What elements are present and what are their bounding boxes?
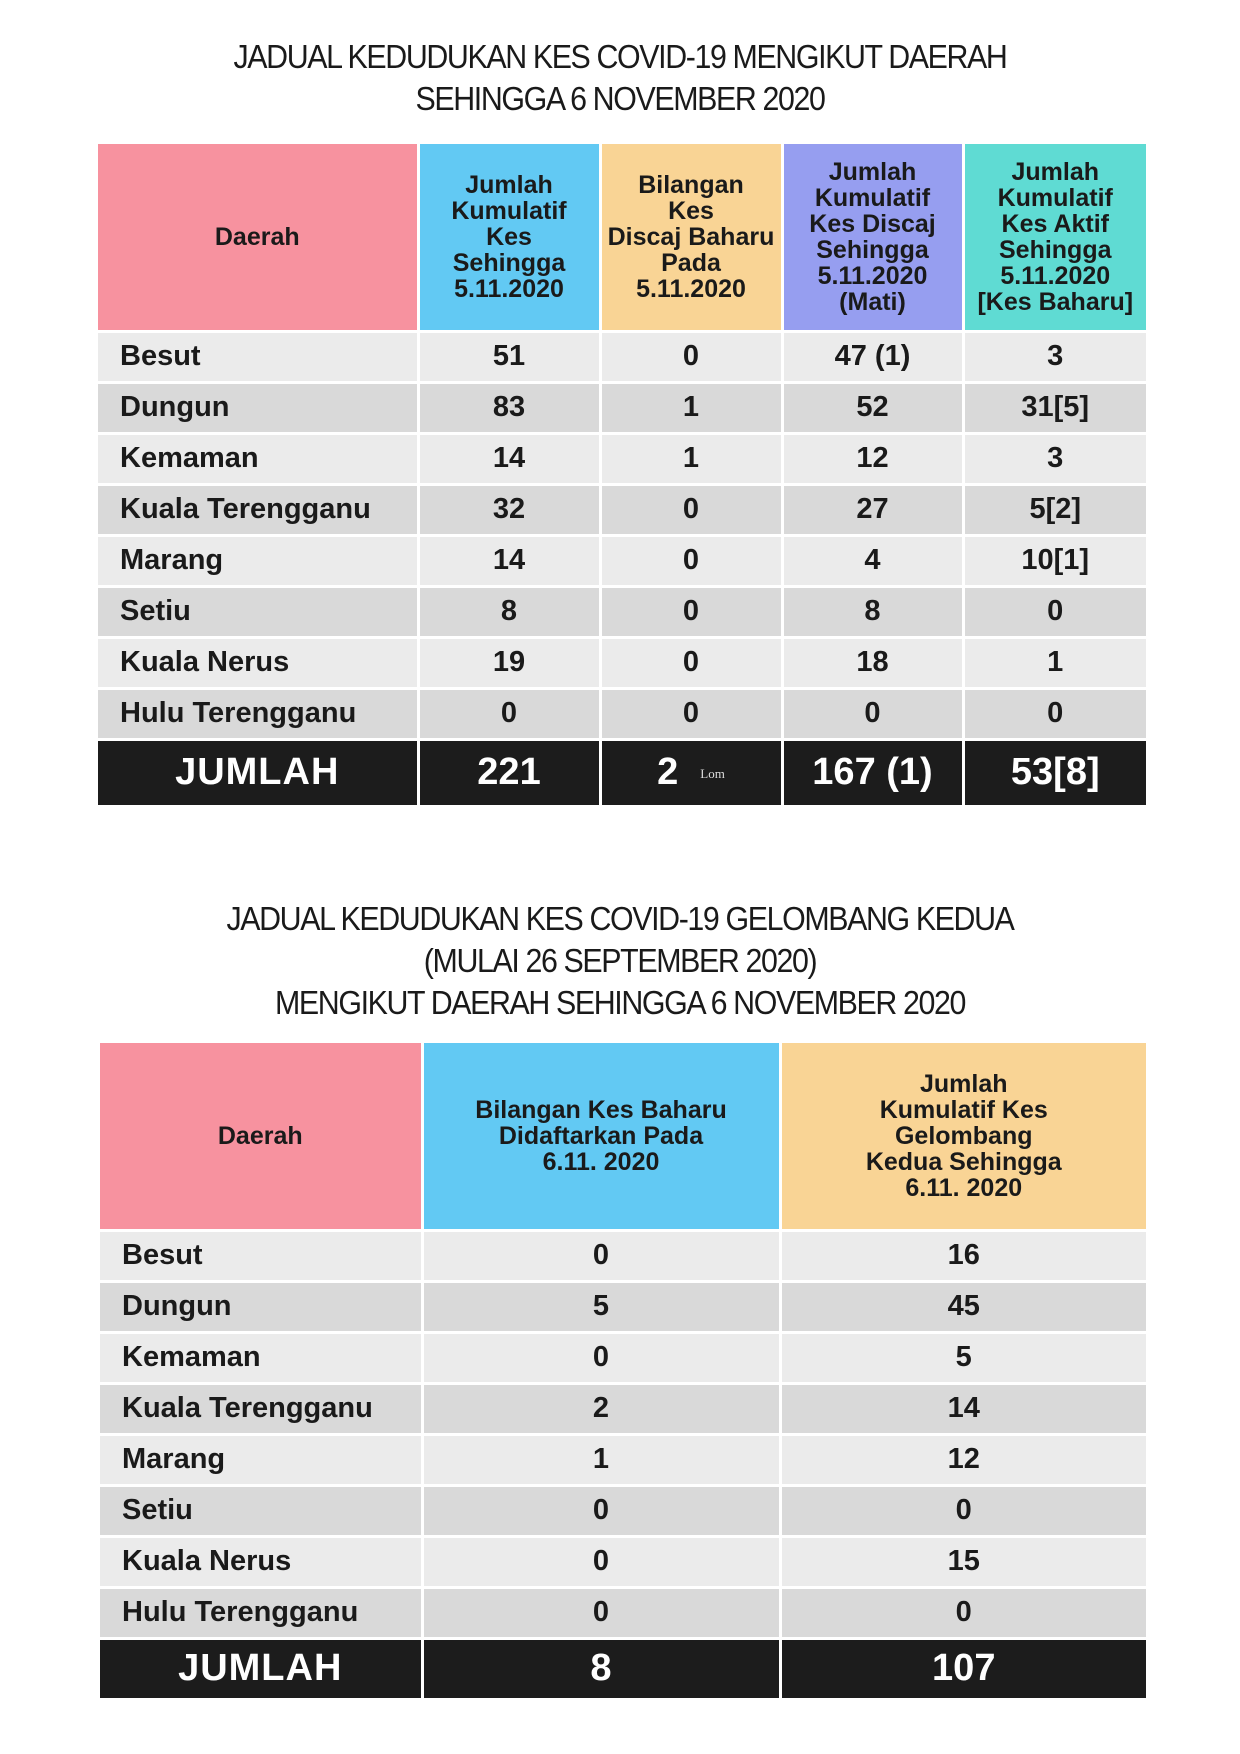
district-name-cell: Setiu: [100, 1485, 422, 1536]
value-cell: 14: [418, 535, 600, 586]
district-name-cell: Kemaman: [100, 1332, 422, 1383]
column-header-line: Sehingga: [452, 248, 566, 277]
value-cell: 8: [418, 586, 600, 637]
value-cell: 0: [963, 586, 1146, 637]
value-cell: 18: [782, 637, 963, 688]
value-cell: 0: [782, 688, 963, 739]
district-name-cell: Kuala Terengganu: [100, 1383, 422, 1434]
total-value-cell: [780, 1638, 1146, 1698]
column-header-line: Daerah: [214, 222, 300, 251]
table2-title: [50, 898, 1191, 1024]
total-label-cell: [100, 1638, 422, 1698]
district-name-cell: Dungun: [98, 382, 418, 433]
value-cell: 0: [600, 586, 782, 637]
table-row: [100, 1587, 1146, 1638]
table-row: [98, 586, 1146, 637]
column-header-line: 5.11.2020: [636, 274, 746, 303]
total-value-cell: [600, 739, 782, 805]
value-cell: 0: [600, 484, 782, 535]
column-header-line: 5.11.2020: [454, 274, 564, 303]
value-cell: 5[2]: [963, 484, 1146, 535]
column-header-line: Jumlah: [1011, 157, 1100, 186]
column-header-daerah: [100, 1043, 422, 1230]
district-name-cell: Kuala Terengganu: [98, 484, 418, 535]
total-value-cell: [782, 739, 963, 805]
column-header-line: Didaftarkan Pada: [498, 1121, 704, 1150]
column-header-line: Jumlah: [828, 157, 917, 186]
total-label-cell: [98, 739, 418, 805]
column-header-line: Kumulatif Kes: [879, 1095, 1048, 1124]
value-cell: 0: [600, 688, 782, 739]
table-row: [100, 1383, 1146, 1434]
value-cell: 19: [418, 637, 600, 688]
value-cell: 1: [600, 382, 782, 433]
total-row: [98, 739, 1146, 805]
total-value: 221: [477, 751, 541, 794]
column-header-line: 5.11.2020: [1000, 261, 1111, 290]
total-label: JUMLAH: [178, 1647, 343, 1690]
total-value: 107: [932, 1647, 996, 1690]
value-cell: 0: [963, 688, 1146, 739]
column-header-line: [Kes Baharu]: [977, 287, 1134, 316]
table2-header-row: [100, 1043, 1146, 1230]
table-row: [100, 1485, 1146, 1536]
total-value: 8: [590, 1647, 612, 1690]
column-header: [418, 144, 600, 331]
value-cell: 52: [782, 382, 963, 433]
table2-title-line: MENGIKUT DAERAH SEHINGGA 6 NOVEMBER 2020: [275, 984, 965, 1021]
column-header-line: 5.11.2020: [817, 261, 928, 290]
value-cell: 27: [782, 484, 963, 535]
value-cell: 0: [600, 535, 782, 586]
value-cell: 3: [963, 331, 1146, 382]
column-header-line: Daerah: [217, 1121, 303, 1150]
column-header-line: 6.11. 2020: [905, 1173, 1023, 1202]
value-cell: 5: [422, 1281, 780, 1332]
column-header-line: Gelombang: [894, 1121, 1033, 1150]
column-header: [963, 144, 1146, 331]
table-row: [98, 382, 1146, 433]
value-cell: 0: [418, 688, 600, 739]
table2-title-line: (MULAI 26 SEPTEMBER 2020): [423, 942, 817, 979]
district-name-cell: Kuala Nerus: [100, 1536, 422, 1587]
table-row: [100, 1434, 1146, 1485]
district-name-cell: Kemaman: [98, 433, 418, 484]
table-row: [98, 535, 1146, 586]
table-row: [98, 331, 1146, 382]
column-header-line: Sehingga: [816, 235, 929, 264]
table1-title-line: SEHINGGA 6 NOVEMBER 2020: [415, 80, 825, 117]
value-cell: 0: [422, 1587, 780, 1638]
value-cell: 0: [422, 1332, 780, 1383]
value-cell: 8: [782, 586, 963, 637]
district-name-cell: Kuala Nerus: [98, 637, 418, 688]
value-cell: 1: [422, 1434, 780, 1485]
table1-header-row: [98, 144, 1146, 331]
value-cell: 3: [963, 433, 1146, 484]
value-cell: 4: [782, 535, 963, 586]
total-value-cell: [963, 739, 1146, 805]
column-header-line: Kumulatif: [451, 196, 567, 225]
value-cell: 0: [600, 331, 782, 382]
total-value-cell: [422, 1638, 780, 1698]
district-name-cell: Hulu Terengganu: [98, 688, 418, 739]
column-header-line: Bilangan: [638, 170, 744, 199]
value-cell: 0: [600, 637, 782, 688]
table-row: [100, 1281, 1146, 1332]
value-cell: 10[1]: [963, 535, 1146, 586]
table1-title-line: JADUAL KEDUDUKAN KES COVID-19 MENGIKUT DAERAH: [233, 38, 1007, 75]
value-cell: 2: [422, 1383, 780, 1434]
column-header-line: Jumlah: [919, 1069, 1008, 1098]
table-row: [100, 1536, 1146, 1587]
value-cell: 0: [780, 1587, 1146, 1638]
column-header-line: Kedua Sehingga: [865, 1147, 1062, 1176]
table-row: [98, 637, 1146, 688]
table-row: [100, 1230, 1146, 1281]
value-cell: 14: [780, 1383, 1146, 1434]
table1-body: [98, 331, 1146, 805]
column-header-line: Kes Aktif: [1001, 209, 1109, 238]
value-cell: 47 (1): [782, 331, 963, 382]
value-cell: 1: [963, 637, 1146, 688]
table2-body: [100, 1230, 1146, 1698]
value-cell: 0: [780, 1485, 1146, 1536]
column-header-line: Pada: [661, 248, 721, 277]
district-name-cell: Besut: [98, 331, 418, 382]
second-wave-table: [100, 1043, 1146, 1698]
value-cell: 83: [418, 382, 600, 433]
table-row: [98, 484, 1146, 535]
table-row: [98, 688, 1146, 739]
total-value: 2: [657, 751, 679, 794]
column-header: [600, 144, 782, 331]
value-cell: 31[5]: [963, 382, 1146, 433]
value-cell: 0: [422, 1536, 780, 1587]
value-cell: 12: [782, 433, 963, 484]
district-name-cell: Marang: [98, 535, 418, 586]
value-cell: 16: [780, 1230, 1146, 1281]
total-value: 53[8]: [1010, 751, 1100, 794]
value-cell: 12: [780, 1434, 1146, 1485]
table2-title-line: JADUAL KEDUDUKAN KES COVID-19 GELOMBANG KEDUA: [226, 900, 1014, 937]
column-header: [780, 1043, 1146, 1230]
table1-title: [50, 36, 1191, 120]
value-cell: 5: [780, 1332, 1146, 1383]
total-label: JUMLAH: [175, 751, 340, 794]
column-header: [782, 144, 963, 331]
value-cell: 45: [780, 1281, 1146, 1332]
column-header-line: Kumulatif: [997, 183, 1113, 212]
column-header-line: Kes: [486, 222, 532, 251]
district-name-cell: Dungun: [100, 1281, 422, 1332]
column-header-line: (Mati): [839, 287, 906, 316]
district-name-cell: Marang: [100, 1434, 422, 1485]
column-header-line: Kumulatif: [814, 183, 931, 212]
table-row: [98, 433, 1146, 484]
column-header: [422, 1043, 780, 1230]
district-name-cell: Setiu: [98, 586, 418, 637]
value-cell: 51: [418, 331, 600, 382]
district-name-cell: Hulu Terengganu: [100, 1587, 422, 1638]
column-header-line: 6.11. 2020: [542, 1147, 660, 1176]
column-header-line: Kes Discaj: [809, 209, 936, 238]
total-value: 167 (1): [812, 751, 933, 794]
column-header-line: Bilangan Kes Baharu: [475, 1095, 727, 1124]
column-header-daerah: [98, 144, 418, 331]
value-cell: 32: [418, 484, 600, 535]
table-row: [100, 1332, 1146, 1383]
column-header-line: Jumlah: [465, 170, 553, 199]
value-cell: 0: [422, 1230, 780, 1281]
value-cell: 14: [418, 433, 600, 484]
value-cell: 1: [600, 433, 782, 484]
column-header-line: Kes: [668, 196, 714, 225]
total-row: [100, 1638, 1146, 1698]
total-value-cell: [418, 739, 600, 805]
value-cell: 0: [422, 1485, 780, 1536]
stray-mark: Lom: [700, 766, 725, 782]
column-header-line: Discaj Baharu: [607, 222, 775, 251]
district-cases-table: [98, 144, 1146, 805]
value-cell: 15: [780, 1536, 1146, 1587]
district-name-cell: Besut: [100, 1230, 422, 1281]
column-header-line: Sehingga: [998, 235, 1112, 264]
